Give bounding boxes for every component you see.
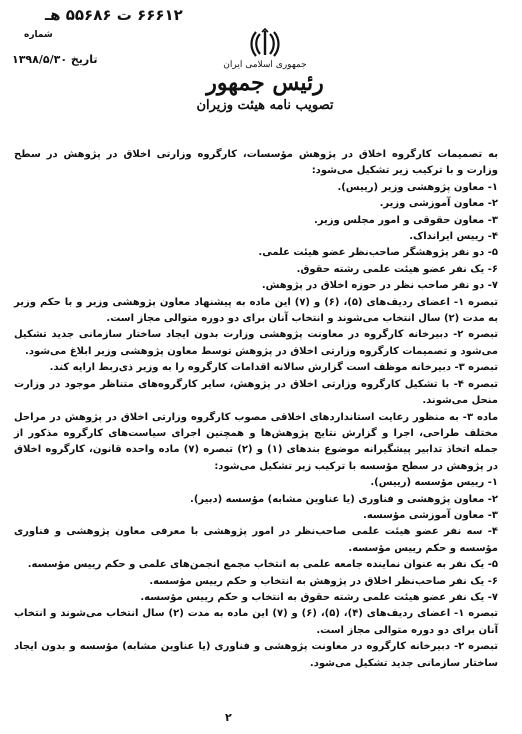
paragraph: تبصره ۳- دبیرخانه موظف است گزارش سالانه اقدامات کارگروه را به وزیر ذی‌ربط ارایه کند.: [49, 362, 498, 374]
document-subtitle: تصویب نامه هیئت وزیران: [196, 98, 334, 113]
page-number: ۲: [225, 711, 232, 724]
reference-number: ۶۶۶۱۲ ت ۵۵۶۸۶ هـ: [45, 6, 183, 24]
office-title: رئیس جمهور: [206, 70, 324, 96]
paragraph: به تصمیمات کارگروه اخلاق در پژوهش مؤسسات، کارگروه وزارتی اخلاق در پژوهش در سطح وزارت و با ترکیب زیر تشکیل می‌شود:: [14, 149, 498, 177]
paragraph: ۱- رییس مؤسسه (رییس).: [370, 477, 498, 489]
paragraph: ۲- معاون پژوهشی و فناوری (یا عناوین مشابه) مؤسسه (دبیر).: [190, 493, 498, 505]
paragraph: ۴- سه نفر عضو هیئت علمی صاحب‌نظر در امور پژوهشی با معرفی معاون پژوهشی و فناوری مؤسسه و حکم رییس مؤسسه.: [14, 526, 498, 554]
paragraph: ۲- معاون آموزشی وزیر.: [379, 198, 498, 210]
paragraph: ۷- دو نفر صاحب نظر در حوزه اخلاق در پژوهش.: [261, 280, 498, 292]
paragraph: تبصره ۱- اعضای ردیف‌های (۵)، (۶) و (۷) این ماده به پیشنهاد معاون پژوهشی وزیر و با حکم وزیر به مدت (۲) سال انتخاب می‌شوند و انتخاب آنان برای دو دوره متوالی مجاز است.: [14, 296, 498, 325]
paragraph: ۱- معاون پژوهشی وزیر (رییس).: [337, 181, 498, 193]
paragraph: ماده ۳- به منظور رعایت استانداردهای اخلاقی مصوب کارگروه وزارتی اخلاق در پژوهش در مراحل مختلف طراحی، اجرا و گزارش نتایج پژوهش‌ها و همچنین اجرای سیاست‌های کارگروه مذکور از جمله اتخاذ تدابیر پیشگیرانه موضوع بندهای (۱) و (۲) تبصره (۷) ماده واحده قانون، کارگروه اخلاق در پژوهش در سطح مؤسسه با ترکیب زیر تشکیل می‌شود:: [14, 411, 499, 472]
paragraph: ۵- یک نفر به عنوان نماینده جامعه علمی به انتخاب مجمع انجمن‌های علمی و حکم رییس مؤسسه.: [27, 559, 498, 571]
country-name: جمهوری اسلامی ایران: [223, 60, 307, 70]
paragraph: ۵- دو نفر پژوهشگر صاحب‌نظر عضو هیئت علمی.: [258, 247, 498, 259]
paragraph: تبصره ۲- دبیرخانه کارگروه در معاونت پژوهشی وزارت بدون ایجاد ساختار سازمانی جدید تشکیل می‌شود و تصمیمات کارگروه وزارتی اخلاق در پژوهش توسط معاون پژوهشی وزیر ابلاغ می‌شود.: [14, 329, 499, 357]
document-body: [14, 147, 498, 672]
paragraph: تبصره ۲- دبیرخانه کارگروه در معاونت پژوهشی و فناوری (یا عناوین مشابه) مؤسسه و بدون ایجاد ساختار سازمانی جدید تشکیل می‌شود.: [14, 641, 499, 669]
paragraph: تبصره ۴- با تشکیل کارگروه وزارتی اخلاق در پژوهش، سایر کارگروه‌های متناظر موجود در وزارت منحل می‌شوند.: [14, 378, 498, 407]
paragraph: ۶- یک نفر عضو هیئت علمی رشته حقوق.: [296, 263, 498, 275]
reference-date: تاریخ ۱۳۹۸/۵/۳۰: [12, 53, 98, 66]
paragraph: ۳- معاون آموزشی مؤسسه.: [363, 509, 498, 521]
iran-emblem-icon: [249, 28, 281, 60]
paragraph: ۳- معاون حقوقی و امور مجلس وزیر.: [313, 214, 498, 226]
paragraph: ۴- رییس ایرانداک.: [409, 231, 498, 243]
letterhead: [150, 28, 380, 113]
paragraph: تبصره ۱- اعضای ردیف‌های (۴)، (۵)، (۶) و (۷) این ماده به مدت (۲) سال انتخاب می‌شوند و انتخاب آنان برای دو دوره متوالی مجاز است.: [14, 608, 499, 636]
reference-number-label: شماره: [24, 30, 53, 40]
paragraph: ۶- یک نفر صاحب‌نظر اخلاق در پژوهش به انتخاب و حکم رییس مؤسسه.: [149, 575, 498, 587]
paragraph: ۷- یک نفر عضو هیئت علمی رشته حقوق به انتخاب و حکم رییس مؤسسه.: [140, 591, 498, 603]
